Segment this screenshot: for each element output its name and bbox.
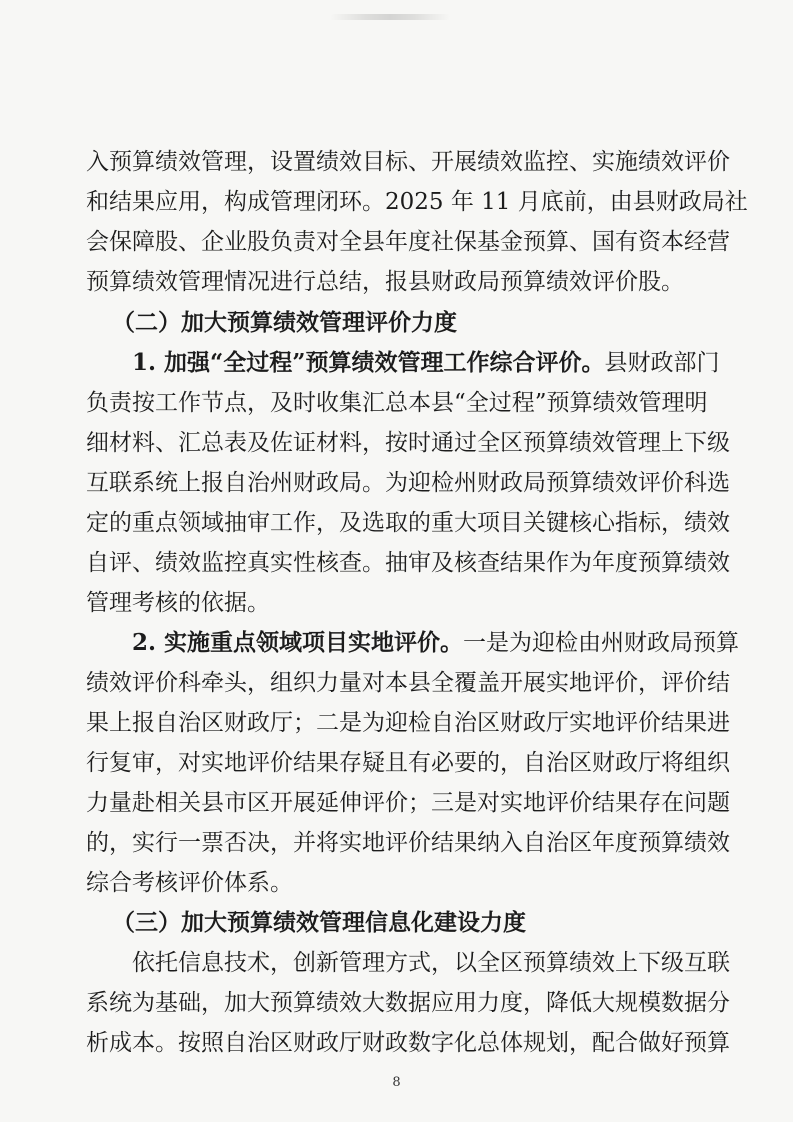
body-line-9: 互联系统上报自治州财政局。为迎检州财政局预算绩效评价科选 bbox=[86, 470, 730, 496]
body-line-21: 依托信息技术，创新管理方式，以全区预算绩效上下级互联 bbox=[132, 950, 730, 976]
item-1-title: 1. 加强“全过程”预算绩效管理工作综合评价。 bbox=[132, 349, 605, 376]
item-1-line-1 bbox=[132, 343, 720, 383]
section-heading-3: （三）加大预算绩效管理信息化建设力度 bbox=[112, 909, 526, 936]
body-line-15: 果上报自治区财政厅；二是为迎检自治区财政厅实地评价结果进 bbox=[86, 710, 730, 736]
body-line-18: 的，实行一票否决，并将实地评价结果纳入自治区年度预算绩效 bbox=[86, 830, 730, 856]
item-2-line-1 bbox=[132, 623, 740, 663]
body-line-17: 力量赴相关县市区开展延伸评价；三是对实地评价结果存在问题 bbox=[86, 790, 730, 816]
item-2-text: 一是为迎检由州财政局预算 bbox=[463, 630, 740, 656]
body-line-23: 析成本。按照自治区财政厅财政数字化总体规划，配合做好预算 bbox=[86, 1030, 730, 1056]
body-line-19: 综合考核评价体系。 bbox=[86, 870, 293, 896]
page-number: 8 bbox=[392, 1075, 401, 1090]
body-line-14: 绩效评价科牵头，组织力量对本县全覆盖开展实地评价，评价结 bbox=[86, 670, 730, 696]
body-line-10: 定的重点领域抽审工作，及选取的重大项目关键核心指标，绩效 bbox=[86, 510, 730, 536]
body-line-3: 会保障股、企业股负责对全县年度社保基金预算、国有资本经营 bbox=[86, 229, 730, 255]
body-line-22: 系统为基础，加大预算绩效大数据应用力度，降低大规模数据分 bbox=[86, 990, 730, 1016]
item-1-text: 县财政部门 bbox=[604, 350, 720, 376]
body-line-12: 管理考核的依据。 bbox=[86, 590, 270, 616]
body-line-1: 入预算绩效管理，设置绩效目标、开展绩效监控、实施绩效评价 bbox=[86, 149, 730, 175]
body-line-8: 细材料、汇总表及佐证材料，按时通过全区预算绩效管理上下级 bbox=[86, 430, 730, 456]
body-line-16: 行复审，对实地评价结果存疑且有必要的，自治区财政厅将组织 bbox=[86, 750, 730, 776]
body-line-2: 和结果应用，构成管理闭环。2025 年 11 月底前，由县财政局社 bbox=[86, 189, 748, 215]
body-line-4: 预算绩效管理情况进行总结，报县财政局预算绩效评价股。 bbox=[86, 269, 684, 295]
body-line-7: 负责按工作节点，及时收集汇总本县“全过程”预算绩效管理明 bbox=[86, 390, 708, 416]
section-heading-2: （二）加大预算绩效管理评价力度 bbox=[112, 309, 457, 336]
scan-artifact bbox=[330, 14, 450, 20]
item-2-title: 2. 实施重点领域项目实地评价。 bbox=[132, 629, 464, 656]
body-line-11: 自评、绩效监控真实性核查。抽审及核查结果作为年度预算绩效 bbox=[86, 550, 730, 576]
